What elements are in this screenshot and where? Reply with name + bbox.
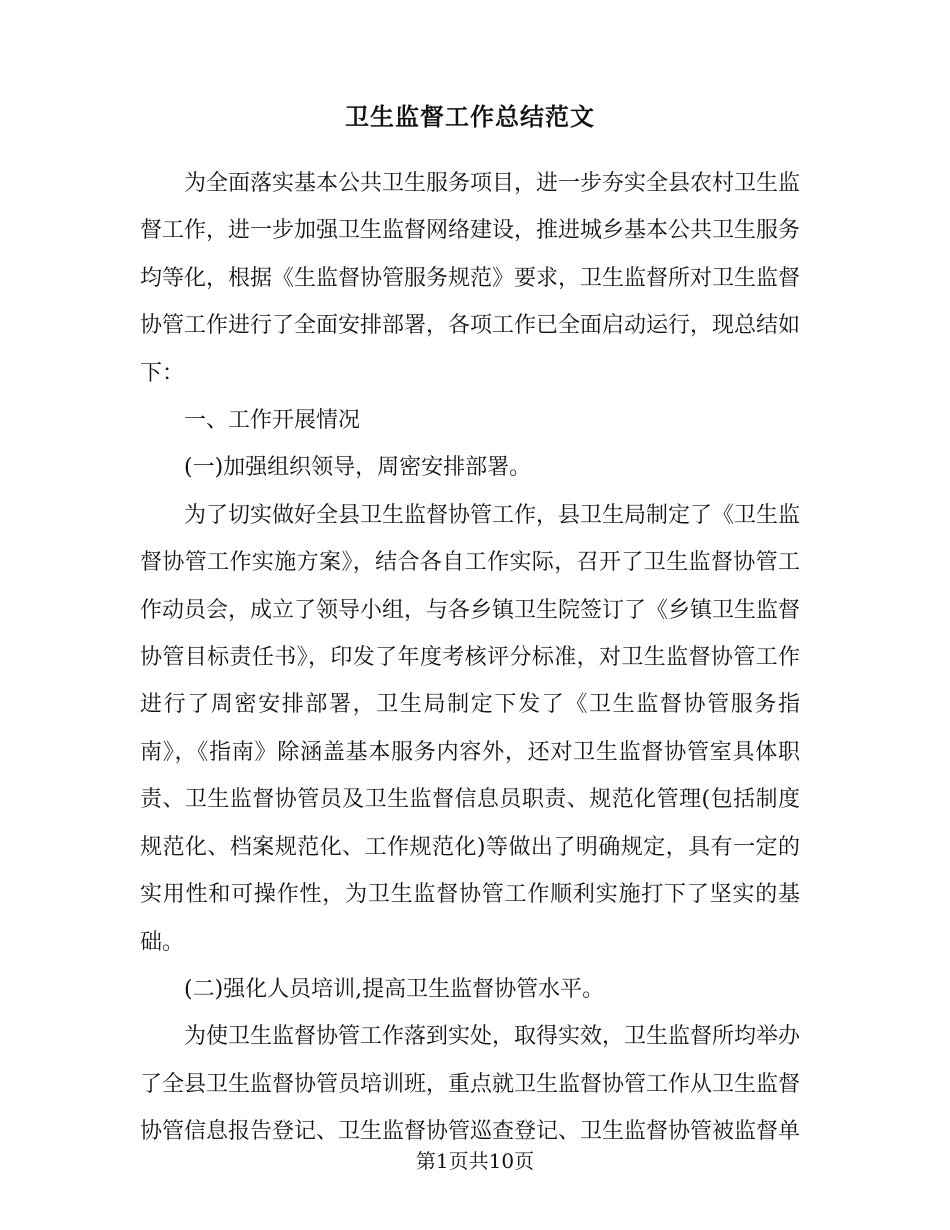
paragraph-body-1: 为了切实做好全县卫生监督协管工作，县卫生局制定了《卫生监督协管工作实施方案》，结合各自工作实际，召开了卫生监督协管工作动员会，成立了领导小组，与各乡镇卫生院签订了《乡镇卫生监督协管目标责任书》，印发了年度考核评分标准，对卫生监督协管工作进行了周密安排部署，卫生局制定下发了《卫生监督协管服务指南》，《指南》除涵盖基本服务内容外，还对卫生监督协管室具体职责、卫生监督协管员及卫生监督信息员职责、规范化管理(包括制度规范化、档案规范化、工作规范化)等做出了明确规定，具有一定的实用性和可操作性，为卫生监督协管工作顺利实施打下了坚实的基础。 — [140, 502, 801, 955]
page-number-footer: 第1页共10页 — [415, 1149, 535, 1173]
section-heading: 一、工作开展情况 — [184, 408, 361, 434]
subsection-heading-2: (二)强化人员培训,提高卫生监督协管水平。 — [184, 976, 605, 1002]
paragraph-body-2: 为使卫生监督协管工作落到实处，取得实效，卫生监督所均举办了全县卫生监督协管员培训班，重点就卫生监督协管工作从卫生监督协管信息报告登记、卫生监督协管巡查登记、卫生监督协管被监督单 — [140, 1024, 801, 1145]
paragraph-intro: 为全面落实基本公共卫生服务项目，进一步夯实全县农村卫生监督工作，进一步加强卫生监督网络建设，推进城乡基本公共卫生服务均等化，根据《生监督协管服务规范》要求，卫生监督所对卫生监督协管工作进行了全面安排部署，各项工作已全面启动运行，现总结如下： — [140, 171, 801, 386]
subsection-heading-1: (一)加强组织领导，周密安排部署。 — [184, 455, 532, 481]
document-title: 卫生监督工作总结范文 — [345, 102, 595, 131]
